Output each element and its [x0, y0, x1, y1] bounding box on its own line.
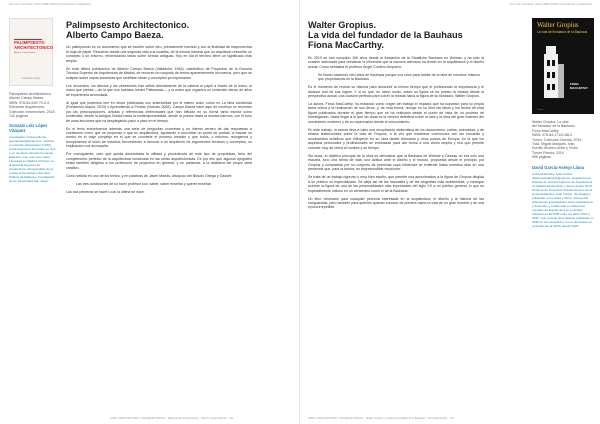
- block-quote: Se llevan haciendo cien años de Bauhaus porque nos sirve para hablar de la idea de nosotros mismos que proyectamos en la Bauhaus.: [318, 72, 480, 82]
- body-paragraph: En 2019 se han cumplido 100 años desde la fundación de la Staatliche Bauhaus en Weimar, y ha sido la ocasión adecuada para reevaluar la influencia que la escuela alemana ha tenido en la arquitectura y el diseño actual. Como señalaba el profesor Ángel Cordero Ampuero,: [308, 55, 484, 69]
- reviewer-bio: Universidad Rey Juan Carlos. david.garciaasenjo@urjc.es. Arquitecto por la Escuela Técnica Superior de Arquitectura de Madrid desde 2012 y doctor desde 2016. Profesor de Proyectos Arquitectónicos de la Universidad Rey Juan Carlos. Ha dirigido y publicado en revistas y libros, incluyendo artículos de investigación sobre arquitectura y docencia, y colaborado en diferentes estudios de arquitectura en el ámbito nacional en ETSAM entre los años 2019 y 2022. Con el título de posgrado publicado en 2019 en la revista RA y con el doctorado en el ámbito de la URJC desde 2018.: [532, 171, 594, 228]
- right-page-header: Arte, Arq. Innovación | EN LA BIBLIOTECA | Revista Arte y Arquitectura: [509, 3, 592, 6]
- caption-line: 142 páginas: [9, 114, 29, 119]
- article-title-line: Fiona MacCarthy.: [308, 40, 384, 51]
- caption-line: Walter Gropius. La vida: [532, 120, 569, 124]
- right-page: [300, 0, 600, 424]
- cover-author: Walter Gropius: [537, 22, 579, 29]
- body-paragraph: Las dos primeras se hacen, con la última se nace.: [66, 189, 145, 194]
- body-paragraph: Por consiguiente, creo que queda demostrada la utilidad y procedencia de este tipo de propuestas, fruto del complemento perfecto de la arquitectura construida en las obras arquitectónicas. Es por ello que algunos epígrafes están también dirigidos a los profesores de proyectos en general, y en particular, a la didáctica del propio ideal creativo.: [66, 152, 252, 170]
- body-paragraph: Es el momento de revisar su historia para descubrir al mismo tiempo que el profesorado la importancia y el alcance real de sus logros. Y si es que, en cierto modo, sobre su figura se ha puesto la mirada desde la perspectiva actual, una ocasión perfecta para volver la mirada hacia la figura de su fundador, Walter Gropius.: [308, 85, 484, 98]
- caption-line: ISBN: 978-84-940770-9-4: [9, 100, 50, 105]
- reviewer-name: David García-Asenjo Llana: [532, 164, 584, 170]
- reviewer-bio: Investigador independiente. gonzaloleis@gmail.com. Técnico en estudios Espaciales (UCM), criminología por los lindes en cine y en nuestras ciencias humanas. Estudios. Con una tesis sobre Literatura en Madrid. Profesor en la Escuela Superior de Arquitectura. Responsable de la revista Universidad y Escuela Pública de Mallorca. Investigador de la Universidad San Jorge.: [9, 135, 56, 184]
- caption-line: ISBN: 978-84-17141-88-0: [532, 133, 573, 138]
- book-info-caption: [9, 92, 57, 183]
- caption-line: Turner Pineda, 2019: [532, 150, 564, 155]
- caption-line: Ediciones Arquitectura: [9, 105, 44, 110]
- caption-line: del fundador de la Bauhaus: [532, 124, 575, 129]
- cover-subtitle: Alberto Campo Baeza: [14, 52, 36, 54]
- article-title-line: Walter Gropius.: [308, 20, 377, 30]
- body-paragraph: Se trata de un trabajo riguroso y muy bien escrito, que permite una aproximación a la figura de Gropius dirigida a un público no especializado. Se aleja así de los manuales y de las biografías más académicas, y consigue acercar la figura de una de las personalidades más importantes del siglo XX a un público general, lo que es especialmente valioso en un centenario como el de la Bauhaus.: [308, 175, 484, 193]
- body-paragraph: Los recuerdos, los afectos y las obsesiones han salido directamente de la cabeza al papel a través de la mano, la mano que piensa —de la que nos hablaba Juhani Pallasmaa—, y la mano que organiza un contenido denso de años de experiencia acumulada.: [66, 83, 252, 97]
- cover-title-line1: PALIMPSESTO: [14, 40, 45, 45]
- book-cover-gropius: [532, 18, 594, 114]
- cover-title: [14, 41, 53, 50]
- caption-line: Fiona MacCarthy: [532, 128, 559, 133]
- body-paragraph: En esta última publicación de Alberto Campo Baeza (Valladolid, 1946), catedrático de Proyectos de la Escuela Técnica Superior de Arquitectura de Madrid, se recorren un conjunto de textos aparentemente inconexos, pero que se solapan sobre capas sucesivas que reutilizan ideas y conceptos ya expresados.: [66, 66, 252, 80]
- cover-subtitle: La vida del fundador de la Bauhaus: [537, 30, 588, 34]
- cover-publisher: Fundación Arquia: [21, 77, 41, 80]
- caption-line: Turner, Colección Noema, 2019: [532, 137, 582, 142]
- body-paragraph: Sin duda, el objetivo principal de la obra es demostrar que la Bauhaus de Weimar y Dessau no era solo una escuela, sino una forma de vida, una actitud ante el diseño y el mundo, propuesta desde el principio por Gropius y compartida por un conjunto de personas cuya influencia se extiende hasta nuestros días en una presencia que, para la autora, es imprescindible reconocer.: [308, 153, 484, 172]
- article-title-line: Palimpsesto Architectonico.: [66, 20, 190, 30]
- article-title: [66, 20, 252, 40]
- caption-line: 556 páginas: [532, 155, 552, 160]
- right-page-footer: ARTE, ARQUITECTURA Y SOCIEDAD DIGITAL · Walter Gropius. La vida del fundador de la Bauhaus · Fiona MacCarthy · 127: [308, 417, 455, 420]
- block-quote: Las tres condiciones de un buen profesor son: saber, saber enseñar y querer enseñar.: [76, 181, 212, 186]
- article-title: [308, 20, 484, 51]
- caption-line: Colección Inmemoriam, 2018: [9, 109, 55, 114]
- caption-line: Palimpsesto Architectonico.: [9, 92, 52, 96]
- caption-line: Durrillo Álvarez-Uribe y Víctor: [532, 146, 579, 151]
- article-title-line: Alberto Campo Baeza.: [66, 30, 164, 41]
- cover-illustration: [542, 44, 568, 98]
- cover-publisher: Turner: [537, 109, 544, 111]
- body-paragraph: Un palimpsesto es un documento que se escribe sobre otro, previamente borrado y con la finalidad de reaprovechar la hoja de papel. Recuerdo donde una segunda vida a la cuartilla, de la misma manera que un arquitecto reescribe un concepto o un entorno, reformulando ideas sobre formas antiguas. Hoy en día el término tiene un significado más amplio.: [66, 45, 252, 63]
- body-paragraph: Un libro necesario para cualquier persona interesada en la arquitectura, el diseño y la historia de las vanguardias, pero también para quienes quieran conocer de primera mano la vida de un gran hombre y de una época irrepetible.: [308, 196, 484, 210]
- left-page-footer: ARTE, ARQUITECTURA Y SOCIEDAD DIGITAL · Palimpsesto Architectonico · Alberto Campo Baeza · 126: [110, 417, 234, 420]
- review-article: [66, 20, 252, 198]
- cover-byline: FIONA MACCARTHY: [570, 82, 589, 90]
- left-page-header: Arte, Arq. Innovación | EN LA BIBLIOTECA | Revista Arte y Arquitectura: [9, 3, 92, 6]
- body-paragraph: En este trabajo, la autora lleva a cabo una recopilación sistemática de los documentos, cartas, anécdotas, y de relatos testimoniales sobre la vida de Gropius, a la vez que establece conexiones con las escuelas y movimientos artísticos que influyeron en su obra desde Alemania y otros países de Europa, en la que los aspectos personales y profesionales se entrelazan para dar forma a una visión amplia y rica que permite conocer muy de cerca al hombre y su tiempo.: [308, 127, 484, 150]
- caption-line: Trad. Miguel Marqués, Iván: [532, 142, 575, 147]
- body-paragraph: Como señala en uno de los textos, y en palabras de Javier Marías, discípulo del filósofo Ortega y Gasset:: [66, 173, 232, 178]
- cover-title-line2: ARCHITECTONICO: [14, 44, 54, 50]
- body-paragraph: Al igual que podemos leer en obras publicadas con anterioridad por el mismo autor, como en La idea construida (Fundación Arquia, 2019) o Aprendiendo a Pensar (Nobuko 2008), Campo Baeza hace aquí de continuo un recorrido por las preocupaciones, artistas y referencias intelectuales que han influido en su forma tanto escrita como construida, desde la Antigua Grecia hasta la contemporaneidad, desde la poesía hasta la música barroca, con el tono de unas lecciones que va desplegando paso a paso en el tiempo.: [66, 100, 252, 123]
- body-paragraph: La autora, Fiona MacCarthy, ha realizado como origen del trabajo el impacto que ha supuesto para su propia tarea crítica y la realización de sus libros, y, de esta forma, recoge en su libro las ideas y los textos de esta figura publicados durante el gran tiempo que se ha realizado desde el punto de vista de un proceso de investigación, hasta llegar a la que sin duda es la versión definitiva sobre la vida y la obra del gran maestro del movimiento moderno y de su repercusión desde el conocimiento.: [308, 102, 484, 124]
- caption-line: Alberto Campo Baeza: [9, 96, 44, 101]
- review-article: [308, 20, 484, 214]
- book-info-caption: [532, 120, 594, 228]
- book-cover-palimpsesto: [9, 18, 53, 86]
- body-paragraph: En el texto encontramos además una serie de preguntas concretas y un intento certero de dar respuestas a cuestiones como qué es proyectar o qué es arquitectura, ayudando a encontrar un punto de partida, a marcar un rumbo en el viaje complejo en el que se convierte el proceso creativo y que todos, o muchos, recogemos y recuperamos al inicio de estudios favoreciendo a renovar a un arquitecto de argumentos técnicos y conceptos, su explicación nos acompaña.: [66, 126, 252, 149]
- article-title-line: La vida del fundador de la Bauhaus: [308, 30, 463, 41]
- reviewer-name: Gonzalo Leis López Vázquez: [9, 123, 48, 134]
